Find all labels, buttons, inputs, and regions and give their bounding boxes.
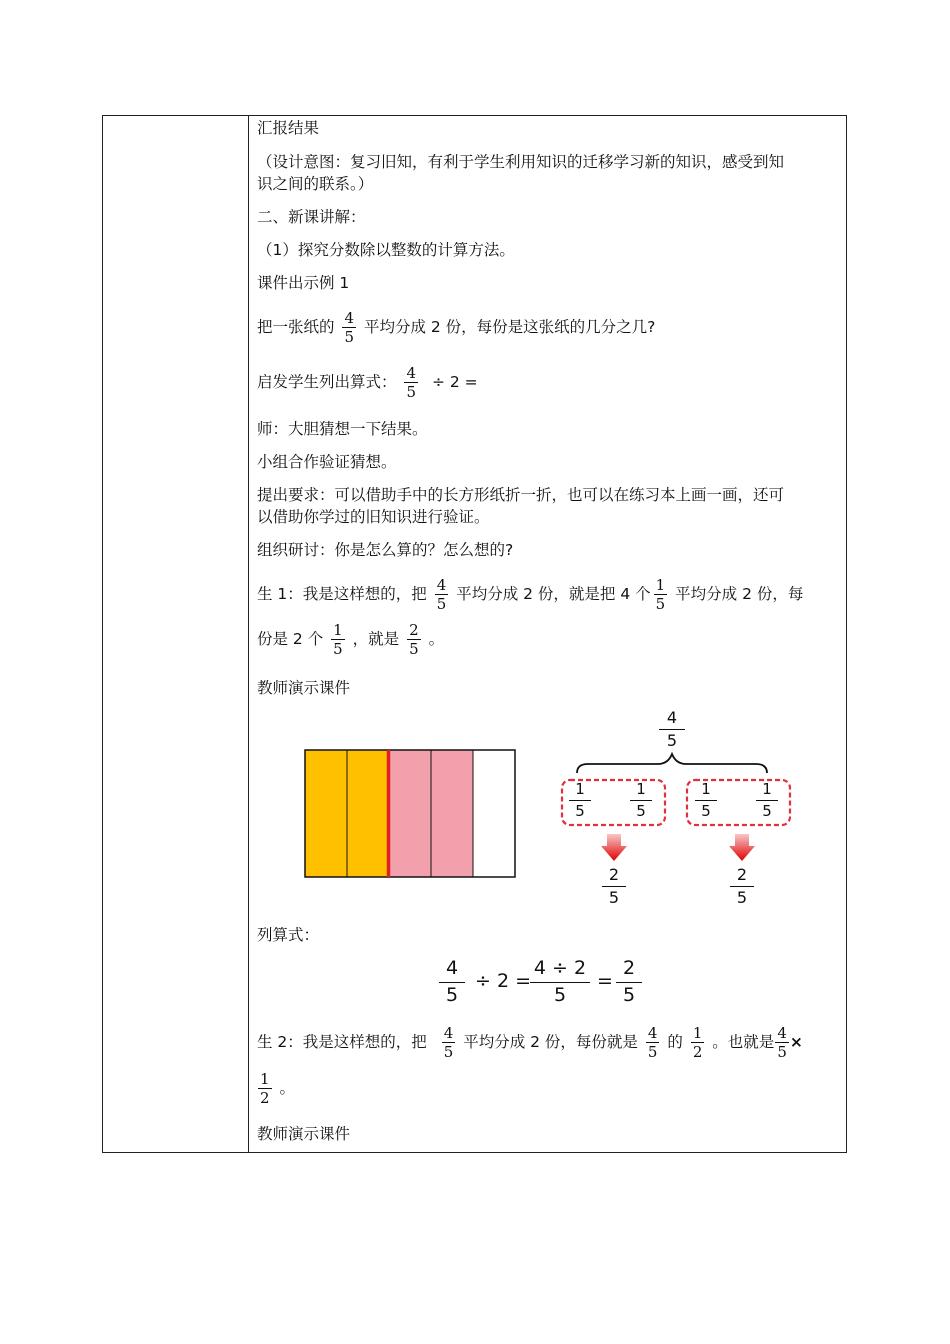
fraction-denominator: 5 [443,1043,454,1061]
fraction-denominator: 5 [622,983,636,1006]
fraction-denominator: 5 [406,383,416,401]
student1-text-e: ，就是 [352,630,400,648]
fraction-denominator: 5 [701,802,711,821]
fraction-denominator: 5 [333,640,343,658]
fraction-denominator: 5 [553,983,567,1006]
fraction-numerator: 1 [655,575,666,594]
fraction-numerator: 1 [630,781,652,801]
fraction-numerator: 4 [439,958,465,983]
equation-fraction-b [530,958,590,1007]
equation-equals: = [597,970,613,992]
student1-text-c: 平均分成 2 份，每 [675,585,804,603]
multiply-sign: × [789,1033,803,1051]
text-explore-method: （1）探究分数除以整数的计算方法。 [257,241,515,259]
student2-text-a: 生 2：我是这样想的，把 [257,1033,427,1051]
fraction-denominator: 2 [260,1089,270,1107]
text-problem [257,307,655,347]
fraction-four-fifths [646,1025,660,1061]
equation-fraction-a [439,958,465,1007]
fraction-denominator: 5 [666,731,678,751]
problem-text-b: 平均分成 2 份，每份是这张纸的几分之几? [363,318,656,336]
text-example-1: 课件出示例 1 [257,274,350,292]
fraction-numerator: 2 [730,866,754,887]
problem-text-a: 把一张纸的 [257,318,335,336]
student1-text-a: 生 1：我是这样想的，把 [257,585,427,603]
unit-fraction [569,781,591,821]
fraction-numerator: 4 [659,709,685,730]
text-teacher-demo-2: 教师演示课件 [257,1125,351,1143]
prompt-operator: ÷ 2 = [431,373,478,391]
brace-fraction [659,709,685,751]
fraction-numerator: 2 [616,958,642,983]
fraction-numerator: 4 [406,363,416,382]
text-student-1-line-2 [257,619,444,659]
fraction-numerator: 1 [692,1023,703,1042]
fraction-four-fifths [442,1025,456,1061]
prompt-text: 启发学生列出算式： [257,373,397,391]
fraction-denominator: 5 [762,802,772,821]
text-design-intent-1: （设计意图：复习旧知，有利于学生利用知识的迁移学习新的知识，感受到知 [257,153,785,171]
equation-operator: ÷ 2 = [475,970,532,992]
fraction-denominator: 5 [344,328,354,346]
text-student-2-line-1 [257,1022,803,1062]
fraction-one-half [258,1071,272,1107]
fraction-numerator: 4 [777,1023,787,1042]
text-equation-label: 列算式： [257,926,320,944]
text-requirement-2: 以借助你学过的旧知识进行验证。 [257,508,490,526]
result-fraction [602,866,626,908]
fraction-denominator: 2 [692,1043,703,1061]
fraction-denominator: 5 [777,1043,787,1061]
fraction-denominator: 5 [436,595,447,613]
fraction-numerator: 1 [260,1069,270,1088]
lesson-table [102,115,847,1153]
fraction-numerator: 4 [647,1023,658,1042]
fraction-denominator: 5 [647,1043,658,1061]
fraction-numerator: 4 [443,1023,454,1042]
text-design-intent-2: 识之间的联系。） [257,175,374,193]
fraction-numerator: 4 [344,308,354,327]
text-student-1-line-1 [257,574,803,614]
student2-text-b: 平均分成 2 份，每份就是 [463,1033,638,1051]
text-discussion: 组织研讨：你是怎么算的？怎么想的? [257,541,514,559]
student2-text-c: 的 [667,1033,683,1051]
student2-period: 。 [279,1079,295,1097]
text-teacher-demo-1: 教师演示课件 [257,679,351,697]
unit-fraction [630,781,652,821]
unit-fraction [695,781,717,821]
fraction-one-fifth [654,577,668,613]
fraction-denominator: 5 [655,595,666,613]
fraction-numerator: 1 [695,781,717,801]
column-divider [248,115,249,1153]
fraction-four-fifths [435,577,449,613]
student1-text-b: 平均分成 2 份，就是把 4 个 [456,585,651,603]
equation-fraction-c [616,958,642,1007]
fraction-four-fifths [775,1025,789,1061]
unit-fraction [756,781,778,821]
fraction-denominator: 5 [409,640,419,658]
fraction-denominator: 5 [636,802,646,821]
fraction-denominator: 5 [608,888,620,908]
fraction-numerator: 4 ÷ 2 [530,958,590,983]
student1-text-f: 。 [428,630,445,648]
fraction-numerator: 1 [569,781,591,801]
text-report-results: 汇报结果 [257,119,320,137]
fraction-numerator: 4 [436,575,447,594]
fraction-denominator: 5 [736,888,748,908]
text-teacher-guess: 师：大胆猜想一下结果。 [257,420,428,438]
fraction-numerator: 2 [409,620,419,639]
fraction-four-fifths [404,365,418,401]
text-student-2-line-2 [255,1068,295,1108]
student2-text-d: 。也就是 [712,1033,775,1051]
text-prompt-equation [257,362,478,402]
fraction-denominator: 5 [575,802,585,821]
fraction-numerator: 2 [602,866,626,887]
fraction-numerator: 1 [333,620,343,639]
text-requirement-1: 提出要求：可以借助手中的长方形纸折一折，也可以在练习本上画一画，还可 [257,486,785,504]
fraction-two-fifths [407,622,421,658]
student1-text-d: 份是 2 个 [257,630,324,648]
heading-new-lesson: 二、新课讲解： [257,208,366,226]
fraction-numerator: 1 [756,781,778,801]
fraction-one-half [691,1025,705,1061]
fraction-denominator: 5 [445,983,459,1006]
result-fraction [730,866,754,908]
text-group-verify: 小组合作验证猜想。 [257,453,397,471]
fraction-four-fifths [342,310,356,346]
fraction-one-fifth [331,622,345,658]
